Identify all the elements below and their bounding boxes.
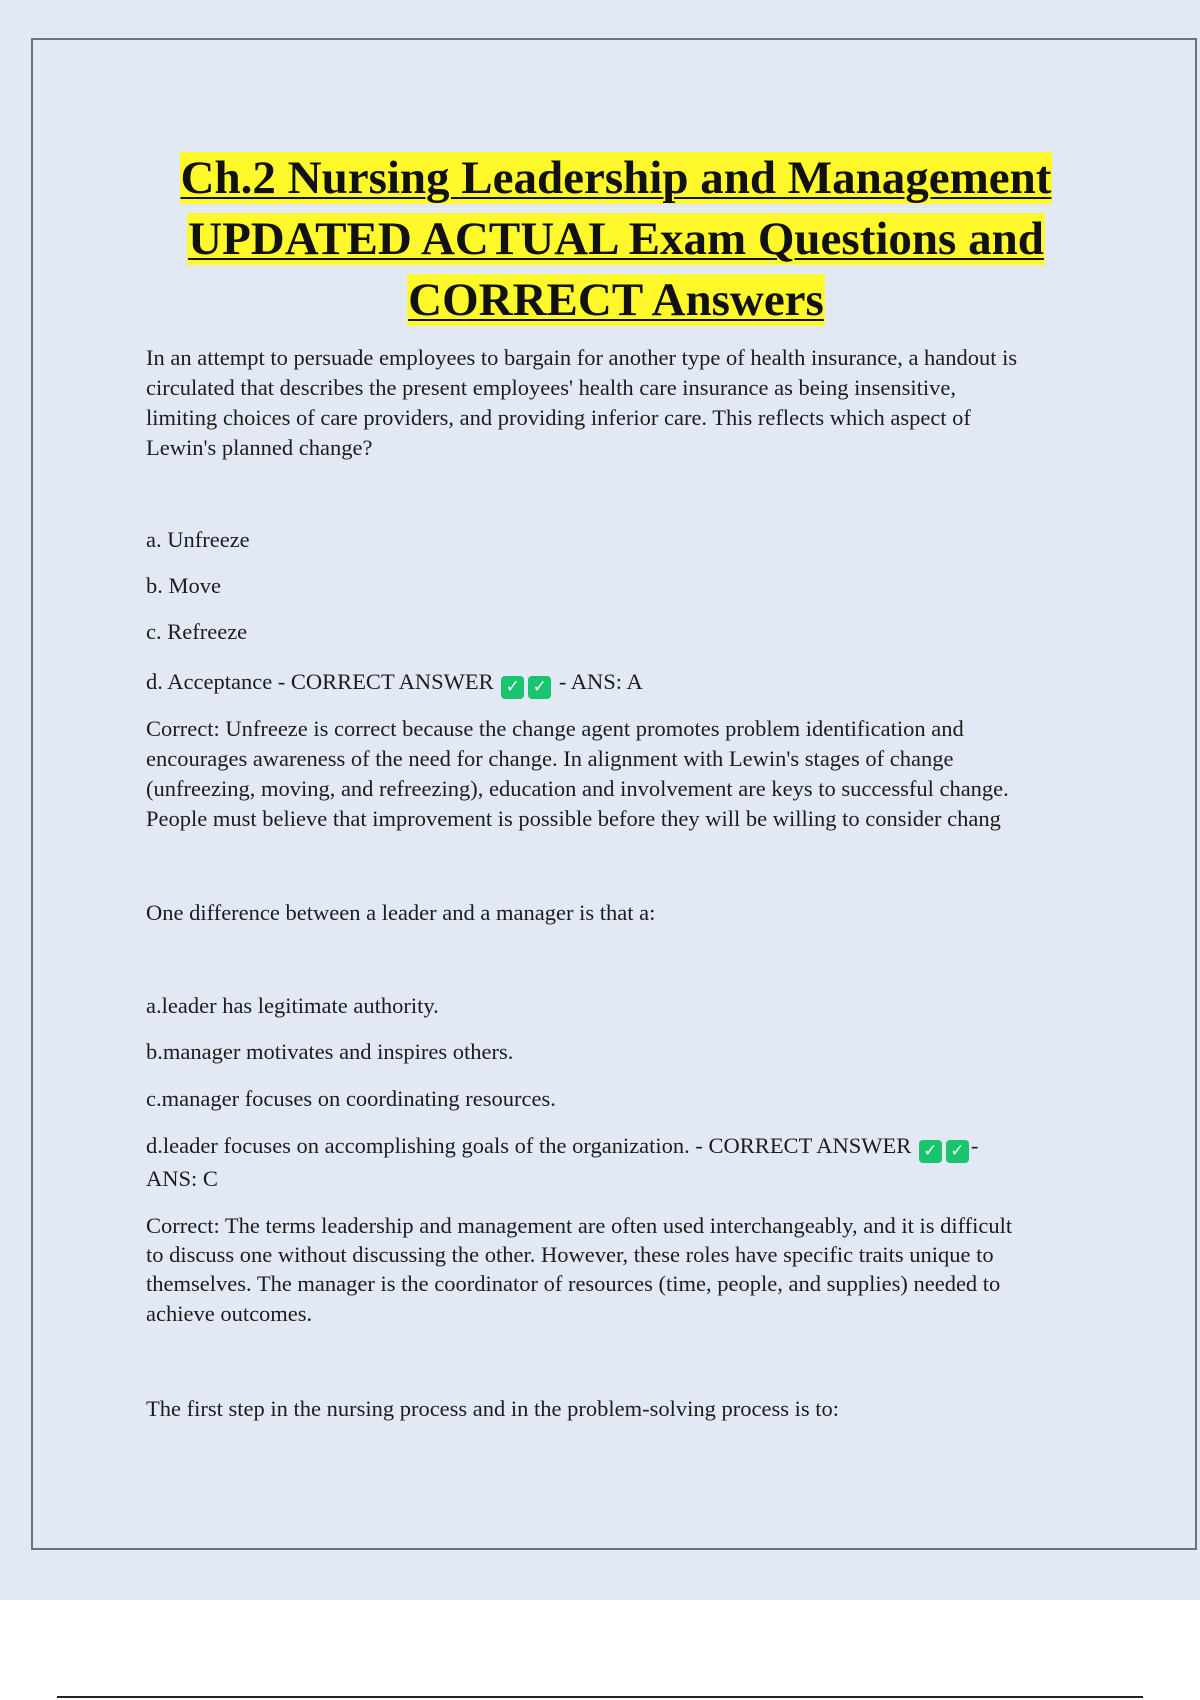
question-2-answer: ANS: C xyxy=(146,1166,218,1191)
question-2-rationale-line-2: to discuss one without discussing the other. However, these roles have specific traits unique to xyxy=(146,1242,994,1267)
question-1-answer: - ANS: A xyxy=(558,669,643,694)
check-mark-button-icon: ✓ xyxy=(528,676,551,699)
question-2-rationale-line-3: themselves. The manager is the coordinator of resources (time, people, and supplies) needed to xyxy=(146,1271,1001,1296)
question-2-option-a: a.leader has legitimate authority. xyxy=(146,993,439,1018)
question-2-rationale-line-1: Correct: The terms leadership and management are often used interchangeably, and it is difficult xyxy=(146,1213,1013,1238)
document-title xyxy=(32,148,1200,331)
question-2-stem: One difference between a leader and a manager is that a: xyxy=(146,900,656,925)
check-mark-button-icon: ✓ xyxy=(919,1140,942,1163)
question-1-rationale-line-2: encourages awareness of the need for change. In alignment with Lewin's stages of change xyxy=(146,746,954,771)
question-1-stem-line-4: Lewin's planned change? xyxy=(146,435,373,460)
question-1-rationale-line-1: Correct: Unfreeze is correct because the change agent promotes problem identification and xyxy=(146,716,964,741)
question-1-option-b: b. Move xyxy=(146,573,221,598)
question-2-option-b: b.manager motivates and inspires others. xyxy=(146,1039,514,1064)
question-1-option-a: a. Unfreeze xyxy=(146,527,250,552)
question-1-option-d xyxy=(146,667,1096,699)
question-1-rationale-line-4: People must believe that improvement is possible before they will be willing to consider chang xyxy=(146,806,1001,831)
check-mark-button-icon: ✓ xyxy=(501,676,524,699)
title-line-3: CORRECT Answers xyxy=(408,274,824,326)
question-3-stem: The first step in the nursing process and in the problem-solving process is to: xyxy=(146,1396,840,1421)
question-2-option-c: c.manager focuses on coordinating resources. xyxy=(146,1086,556,1111)
title-line-1: Ch.2 Nursing Leadership and Management xyxy=(180,152,1052,204)
question-2-rationale-line-4: achieve outcomes. xyxy=(146,1301,313,1326)
question-2-option-d xyxy=(146,1131,1096,1163)
question-2-answer-dash: - xyxy=(970,1133,979,1158)
question-1-option-d-text: d. Acceptance - CORRECT ANSWER xyxy=(146,669,494,694)
question-1-stem-line-1: In an attempt to persuade employees to bargain for another type of health insurance, a handout is xyxy=(146,345,1018,370)
question-1-stem-line-2: circulated that describes the present employees' health care insurance as being insensitive, xyxy=(146,375,956,400)
page-bottom-divider xyxy=(57,1696,1143,1698)
title-line-2: UPDATED ACTUAL Exam Questions and xyxy=(188,213,1044,265)
question-1-stem-line-3: limiting choices of care providers, and providing inferior care. This reflects which aspect of xyxy=(146,405,971,430)
question-2-option-d-text: d.leader focuses on accomplishing goals of the organization. - CORRECT ANSWER xyxy=(146,1133,912,1158)
question-1-option-c: c. Refreeze xyxy=(146,619,248,644)
question-1-rationale-line-3: (unfreezing, moving, and refreezing), education and involvement are keys to successful change. xyxy=(146,776,1009,801)
check-mark-button-icon: ✓ xyxy=(946,1140,969,1163)
